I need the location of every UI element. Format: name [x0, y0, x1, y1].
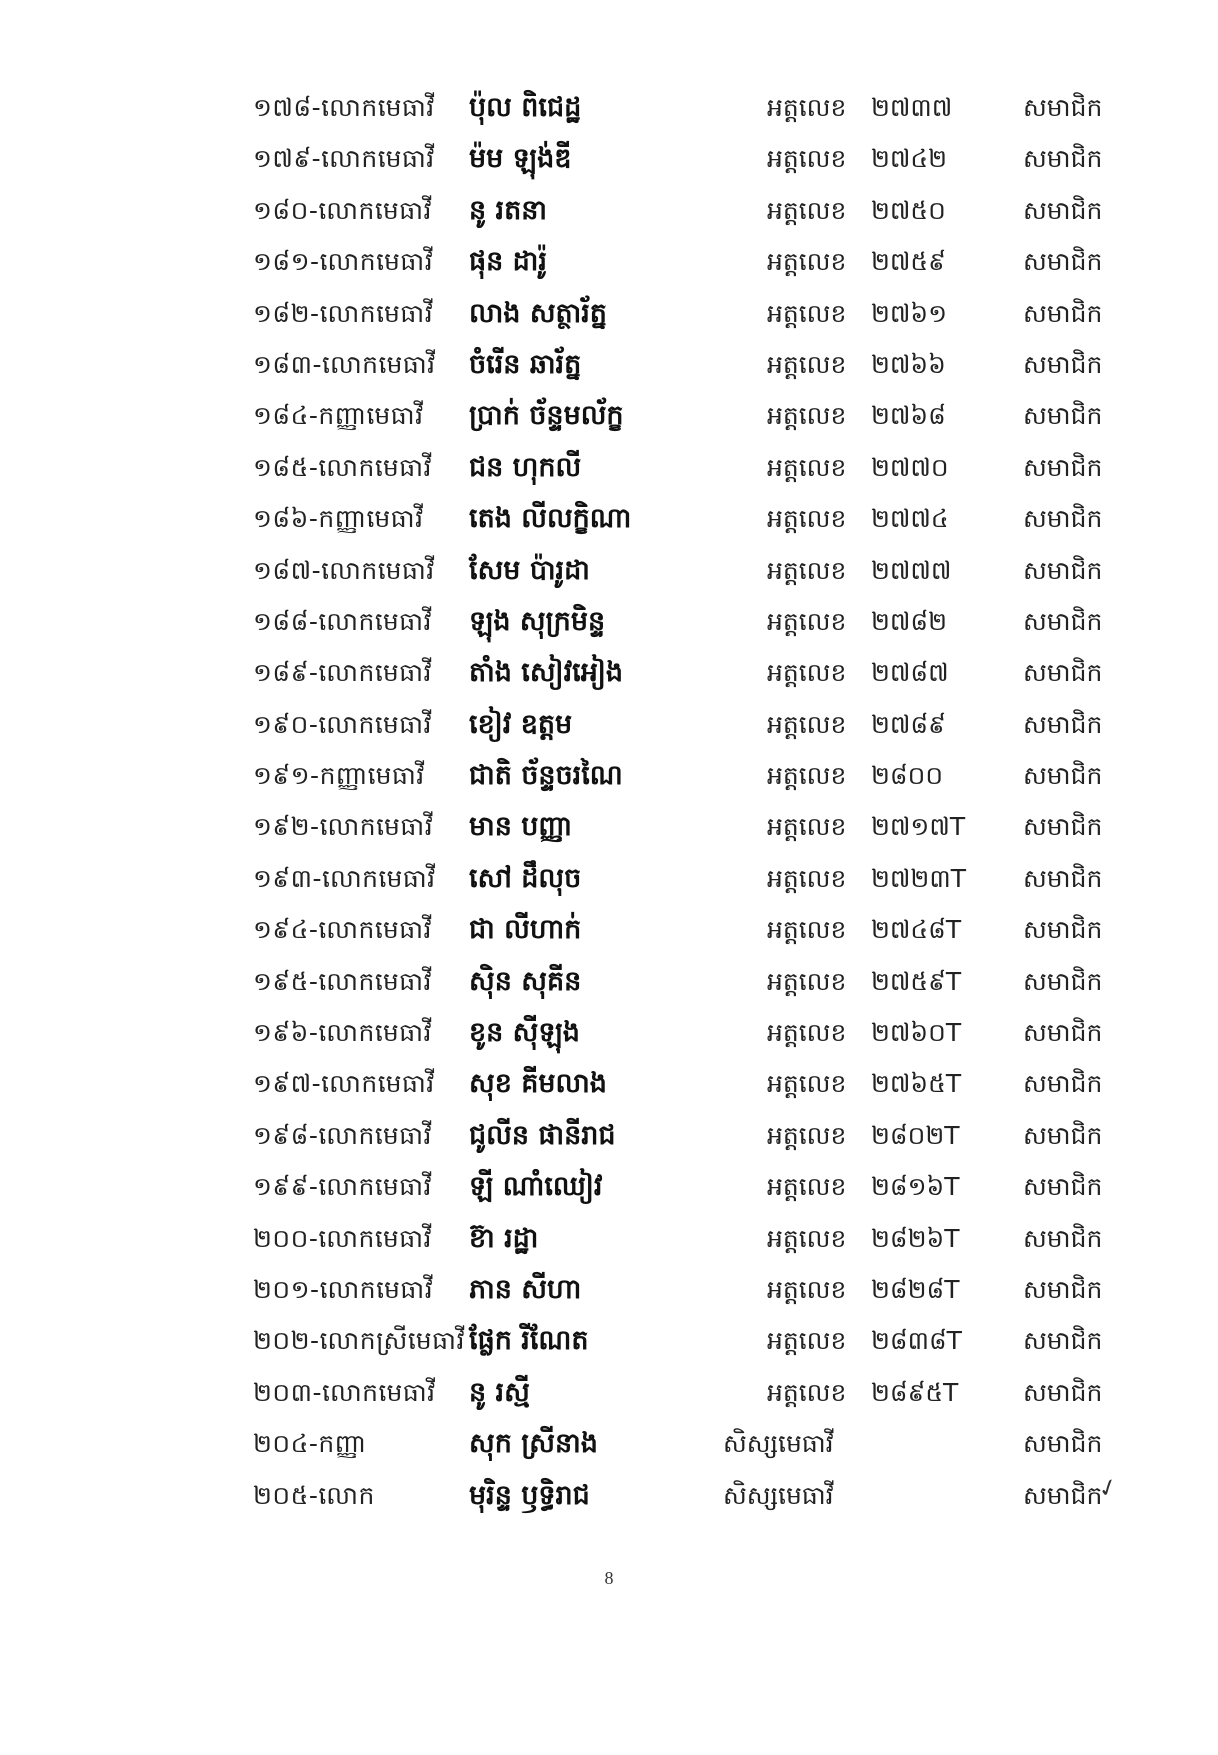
page-number: 8	[604, 1568, 614, 1588]
member-row	[253, 390, 1153, 441]
member-id: ២៧៥៩T	[871, 966, 962, 996]
member-name: ជូលីន ផានីរាជ	[469, 1119, 616, 1151]
member-list	[253, 82, 1153, 1521]
member-row	[253, 236, 1153, 287]
member-name: ផុន ដារ៉ូ	[469, 246, 547, 278]
member-name: ខូន ស៊ីឡុង	[469, 1017, 580, 1049]
member-row	[253, 1470, 1153, 1521]
member-label: អត្តលេខ	[767, 1377, 847, 1407]
member-label: សិស្សមេធាវី	[723, 1480, 834, 1510]
member-label: អត្តលេខ	[767, 606, 847, 636]
member-row	[253, 853, 1153, 904]
member-number: ២០១-លោកមេធាវី	[253, 1274, 434, 1304]
member-status: សមាជិក	[1023, 1274, 1103, 1304]
member-status: សមាជិក	[1023, 298, 1103, 328]
member-number: ១៨៥-លោកមេធាវី	[253, 452, 432, 482]
member-number: ១៧៨-លោកមេធាវី	[253, 93, 435, 122]
member-label: អត្តលេខ	[767, 1120, 847, 1150]
member-status: សមាជិក	[1023, 452, 1103, 482]
member-row	[253, 339, 1153, 390]
member-status: សមាជិក	[1023, 144, 1103, 174]
member-label: អត្តលេខ	[767, 144, 847, 174]
member-row	[253, 596, 1153, 647]
member-row	[253, 1110, 1153, 1161]
member-row	[253, 493, 1153, 544]
member-number: ១៨៩-លោកមេធាវី	[253, 658, 432, 688]
member-name: ចំរើន ឆារ័ត្ន	[469, 348, 582, 380]
member-number: ២០៣-លោកមេធាវី	[253, 1377, 436, 1407]
member-label: អត្តលេខ	[767, 452, 847, 482]
member-number: ១៧៩-លោកមេធាវី	[253, 144, 435, 174]
member-status: សមាជិក	[1023, 709, 1103, 739]
member-name: មាន បញ្ញា	[469, 811, 573, 843]
member-status: សមាជិក	[1023, 1018, 1103, 1048]
member-number: ២០២-លោកស្រីមេធាវី	[253, 1326, 465, 1356]
member-label: អត្តលេខ	[767, 401, 847, 431]
member-number: ១៩២-លោកមេធាវី	[253, 812, 434, 842]
member-label: អត្តលេខ	[767, 555, 847, 585]
member-id: ២៧៧០	[871, 452, 949, 482]
member-name: ប៉ុល ពិជេដ្ឋ	[469, 92, 582, 123]
member-id: ២៧៣៧	[871, 93, 953, 122]
member-number: ១៨១-លោកមេធាវី	[253, 247, 434, 277]
member-status: សមាជិក	[1023, 1326, 1103, 1356]
member-row	[253, 956, 1153, 1007]
member-row	[253, 1007, 1153, 1058]
member-status: សមាជិក	[1023, 195, 1103, 225]
member-row	[253, 750, 1153, 801]
member-label: អត្តលេខ	[767, 1069, 847, 1099]
member-label: អត្តលេខ	[767, 93, 847, 122]
member-name: មុរិន្ទ ឫទ្ធិរាជ	[469, 1479, 590, 1511]
member-row	[253, 699, 1153, 750]
member-row	[253, 1418, 1153, 1469]
member-name: ជា លីហាក់	[469, 914, 582, 946]
member-status: សមាជិក	[1023, 966, 1103, 996]
member-row	[253, 647, 1153, 698]
member-id: ២៧៨២	[871, 606, 948, 636]
member-status: សមាជិក	[1023, 93, 1103, 122]
handwritten-tick-mark: ✓	[1094, 1471, 1122, 1505]
member-number: ១៩១-កញ្ញាមេធាវី	[253, 761, 425, 791]
member-number: ២០០-លោកមេធាវី	[253, 1223, 432, 1253]
member-row	[253, 82, 1153, 133]
member-number: ១៨៨-លោកមេធាវី	[253, 606, 432, 636]
member-name: ជាតិ ច័ន្ទចរណៃ	[469, 760, 623, 792]
member-number: ១៨៦-កញ្ញាមេធាវី	[253, 504, 424, 534]
member-number: ១៩៥-លោកមេធាវី	[253, 966, 432, 996]
member-name: ខៀវ ឧត្តម	[469, 708, 573, 740]
member-status: សមាជិក	[1023, 863, 1103, 893]
member-label: អត្តលេខ	[767, 504, 847, 534]
member-name: នូ រតនា	[469, 194, 547, 226]
member-id: ២៨០២T	[871, 1120, 960, 1150]
member-status: សមាជិក	[1023, 401, 1103, 431]
member-id: ២៧៦១	[871, 298, 948, 328]
member-label: អត្តលេខ	[767, 709, 847, 739]
member-number: ១៩៤-លោកមេធាវី	[253, 915, 432, 945]
member-number: ១៨២-លោកមេធាវី	[253, 298, 434, 328]
member-status: សមាជិក	[1023, 1429, 1103, 1459]
member-status: សមាជិក	[1023, 658, 1103, 688]
member-id: ២៧៧៤	[871, 504, 949, 534]
member-number: ២០៥-លោក	[253, 1480, 375, 1510]
member-row	[253, 185, 1153, 236]
member-id: ២៨០០	[871, 761, 944, 791]
member-label: អត្តលេខ	[767, 195, 847, 225]
member-number: ១៨៣-លោកមេធាវី	[253, 349, 436, 379]
member-status: សមាជិក	[1023, 349, 1103, 379]
member-label: អត្តលេខ	[767, 298, 847, 328]
member-number: ១៩០-លោកមេធាវី	[253, 709, 432, 739]
member-row	[253, 442, 1153, 493]
member-label: អត្តលេខ	[767, 1326, 847, 1356]
member-status: សមាជិក	[1023, 1069, 1103, 1099]
member-row	[253, 545, 1153, 596]
member-id: ២៧៧៧	[871, 555, 952, 585]
member-status: សមាជិក	[1023, 1480, 1103, 1510]
member-status: សមាជិក	[1023, 1377, 1103, 1407]
member-name: សុខ គីមលាង	[469, 1068, 607, 1100]
member-status: សមាជិក	[1023, 504, 1103, 534]
member-status: សមាជិក	[1023, 247, 1103, 277]
member-row	[253, 1213, 1153, 1264]
member-id: ២៨២៦T	[871, 1223, 960, 1253]
member-name: សៅ ដឹលុច	[469, 862, 582, 894]
member-label: សិស្សមេធាវី	[723, 1429, 834, 1459]
member-name: ម៉ម ឡុង់ឌី	[469, 143, 572, 175]
member-id: ២៧៨៩	[871, 709, 946, 739]
member-name: ជន ហុកលី	[469, 451, 582, 483]
member-status: សមាជិក	[1023, 761, 1103, 791]
member-label: អត្តលេខ	[767, 915, 847, 945]
member-status: សមាជិក	[1023, 1223, 1103, 1253]
member-name: ភាន សីហា	[469, 1273, 582, 1305]
member-name: សែម ប៉ារូដា	[469, 554, 590, 586]
member-number: ១៩៧-លោកមេធាវី	[253, 1069, 435, 1099]
member-status: សមាជិក	[1023, 555, 1103, 585]
member-row	[253, 288, 1153, 339]
member-id: ២៧៦៥T	[871, 1069, 962, 1099]
member-number: ១៩៣-លោកមេធាវី	[253, 863, 436, 893]
member-name: ឡី ណាំឈៀវ	[469, 1171, 603, 1203]
member-id: ២៧៥៩	[871, 247, 946, 277]
member-label: អត្តលេខ	[767, 863, 847, 893]
member-row	[253, 1264, 1153, 1315]
member-row	[253, 1367, 1153, 1418]
member-name: ឡុង សុក្រមិន្ទ	[469, 605, 606, 637]
member-number: ១៩៩-លោកមេធាវី	[253, 1172, 432, 1202]
member-label: អត្តលេខ	[767, 1172, 847, 1202]
member-number: ២០៤-កញ្ញា	[253, 1429, 367, 1459]
member-name: ផ្លែក រីណែត	[469, 1325, 589, 1357]
member-name: នូ រស្មី	[469, 1376, 530, 1408]
member-id: ២៨៩៥T	[871, 1377, 959, 1407]
member-label: អត្តលេខ	[767, 761, 847, 791]
member-label: អត្តលេខ	[767, 966, 847, 996]
member-name: លាង សត្ថារ័ត្ន	[469, 297, 607, 329]
member-id: ២៧៨៧	[871, 658, 949, 688]
member-id: ២៨៣៨T	[871, 1326, 962, 1356]
member-row	[253, 1161, 1153, 1212]
member-id: ២៧៤២	[871, 144, 948, 174]
member-row	[253, 1315, 1153, 1366]
member-status: សមាជិក	[1023, 915, 1103, 945]
member-name: ប្រាក់ ច័ន្ទមល័ក្ខ	[469, 400, 624, 432]
member-id: ២៧៤៨T	[871, 915, 962, 945]
member-row	[253, 133, 1153, 184]
member-name: តេង លីលក្ខិណា	[469, 503, 632, 535]
member-status: សមាជិក	[1023, 606, 1103, 636]
member-row	[253, 801, 1153, 852]
member-id: ២៧១៧T	[871, 812, 966, 842]
member-label: អត្តលេខ	[767, 1018, 847, 1048]
member-id: ២៨២៨T	[871, 1274, 960, 1304]
member-id: ២៧៥០	[871, 195, 946, 225]
member-number: ១៨០-លោកមេធាវី	[253, 195, 432, 225]
member-label: អត្តលេខ	[767, 247, 847, 277]
member-id: ២៧៦៦	[871, 349, 946, 379]
member-label: អត្តលេខ	[767, 1223, 847, 1253]
member-label: អត្តលេខ	[767, 658, 847, 688]
member-name: សុក ស្រីនាង	[469, 1428, 598, 1460]
member-row	[253, 904, 1153, 955]
member-name: ស៊ិន សុគីន	[469, 965, 582, 997]
member-number: ១៩៦-លោកមេធាវី	[253, 1018, 432, 1048]
member-id: ២៨១៦T	[871, 1172, 960, 1202]
member-number: ១៨៧-លោកមេធាវី	[253, 555, 435, 585]
member-status: សមាជិក	[1023, 1172, 1103, 1202]
member-label: អត្តលេខ	[767, 349, 847, 379]
member-status: សមាជិក	[1023, 1120, 1103, 1150]
member-number: ១៨៤-កញ្ញាមេធាវី	[253, 401, 424, 431]
member-name: ខ៊ា រដ្ឋា	[469, 1222, 539, 1254]
member-id: ២៧៦៨	[871, 401, 946, 431]
member-label: អត្តលេខ	[767, 812, 847, 842]
member-id: ២៧៦០T	[871, 1018, 962, 1048]
member-name: តាំង សៀវអៀង	[469, 657, 624, 689]
member-number: ១៩៨-លោកមេធាវី	[253, 1120, 432, 1150]
member-label: អត្តលេខ	[767, 1274, 847, 1304]
member-id: ២៧២៣T	[871, 863, 966, 893]
member-status: សមាជិក	[1023, 812, 1103, 842]
member-row	[253, 1058, 1153, 1109]
